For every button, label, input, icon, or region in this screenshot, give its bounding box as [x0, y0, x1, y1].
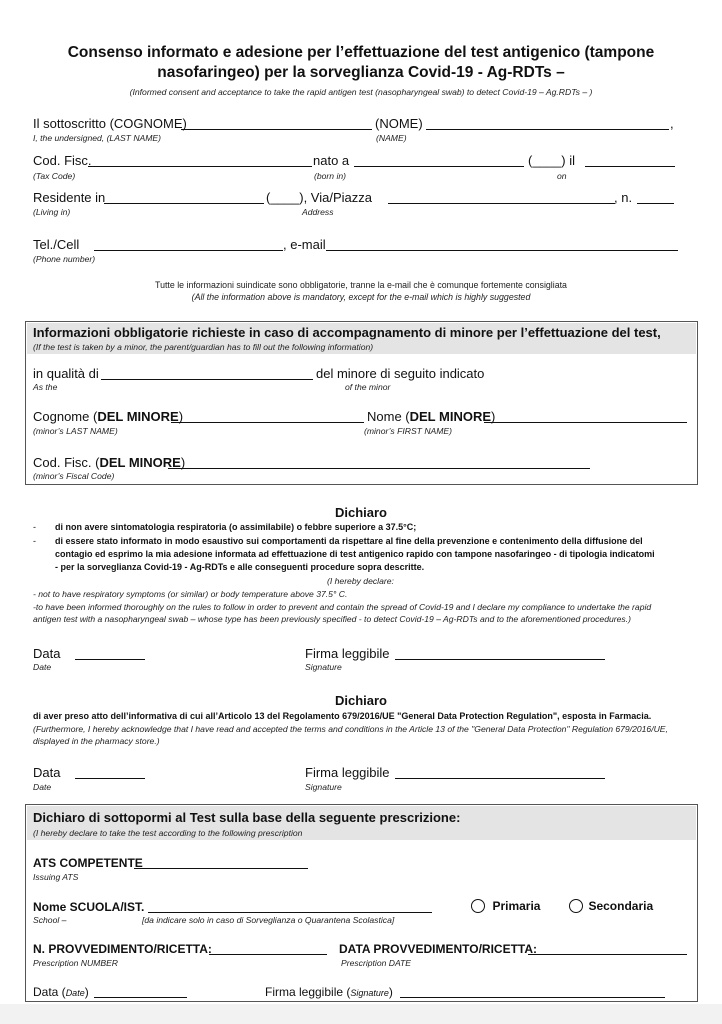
form-title-line1: Consenso informato e adesione per l’effettuazione del test antigenico (tampone [67, 44, 655, 61]
bullet-dash: - [33, 536, 36, 546]
signature2-label: Firma leggibile [305, 765, 390, 780]
taxcode-field[interactable] [88, 166, 312, 167]
declaration1-title: Dichiaro [334, 505, 387, 520]
surname-field[interactable] [181, 129, 372, 130]
date2-label-en: Date [33, 782, 52, 792]
phone-field[interactable] [94, 250, 283, 251]
residence-field[interactable] [104, 203, 264, 204]
email-field[interactable] [326, 250, 678, 251]
minor-section-title-en: (If the test is taken by a minor, the parent/guardian has to fill out the following information) [33, 342, 374, 352]
signature1-field[interactable] [395, 659, 605, 660]
street-number-field[interactable] [637, 203, 674, 204]
prescription-section-title: Dichiaro di sottopormi al Test sulla base della seguente prescrizione: [33, 810, 461, 825]
minor-section-title: Informazioni obbligatorie richieste in caso di accompagnamento di minore per l’effettuazione del test, [33, 325, 661, 340]
mandatory-note-en: (All the information above is mandatory, except for the e-mail which is highly suggested [191, 292, 531, 302]
declaration1-item2-line2: contagio ed esprimo la mia adesione informata ad effettuazione di test antigenico rapido con tampone nasofaringeo - di tipologia indicatomi [55, 549, 655, 559]
minor-name-field[interactable] [484, 422, 687, 423]
signature2-label-en: Signature [305, 782, 342, 792]
minor-surname-label-en: (minor’s LAST NAME) [33, 426, 118, 436]
date2-field[interactable] [75, 778, 145, 779]
minor-surname-label: Cognome (DEL MINORE) [33, 409, 184, 424]
email-label: , e-mail [283, 237, 326, 252]
secondary-radio[interactable] [569, 899, 583, 913]
prescription-number-label-en: Prescription NUMBER [33, 958, 119, 968]
declaration1-en-head: (I hereby declare: [327, 576, 394, 586]
birthplace-field[interactable] [354, 166, 524, 167]
declaration1-item1: di non avere sintomatologia respiratoria (o assimilabile) o febbre superiore a 37.5°C; [55, 522, 417, 532]
address-label-en: Address [302, 207, 334, 217]
declaration1-item2-line3: - per la sorveglianza Covid-19 - Ag-RDTs e alle conseguenti procedure sopra descritte. [55, 562, 425, 572]
mandatory-note: Tutte le informazioni suindicate sono obbligatorie, tranne la e-mail che è comunque fortemente consigliata [155, 280, 567, 290]
surname-label: Il sottoscritto (COGNOME) [33, 116, 187, 131]
primary-option[interactable] [471, 899, 540, 918]
name-label: (NOME) [375, 116, 423, 131]
final-date-field[interactable] [94, 997, 187, 998]
name-field[interactable] [426, 129, 669, 130]
declaration1-en-1: - not to have respiratory symptoms (or similar) or body temperature above 37.5° C. [33, 589, 348, 599]
ats-field[interactable] [134, 868, 308, 869]
prescription-date-label: DATA PROVVEDIMENTO/RICETTA: [339, 942, 537, 956]
declaration2-title: Dichiaro [334, 693, 387, 708]
guardian-role-field[interactable] [101, 379, 313, 380]
school-field[interactable] [148, 912, 432, 913]
declaration1-item2-line1: di essere stato informato in modo esaustivo sui comportamenti da rispettare al fine della prevenzione e contenimento della diffusione del [55, 536, 643, 546]
surname-label-en: I, the undersigned, (LAST NAME) [33, 133, 162, 143]
minor-taxcode-label: Cod. Fisc. (DEL MINORE) [33, 455, 186, 470]
minor-name-label-en: (minor’s FIRST NAME) [364, 426, 453, 436]
date1-label-en: Date [33, 662, 52, 672]
ats-label: ATS COMPETENTE [33, 856, 143, 870]
school-label-en: School – [33, 915, 67, 925]
minor-surname-field[interactable] [171, 422, 364, 423]
declaration1-en-3: antigen test with a nasopharyngeal swab – whose type has been previously specified - to detect Covid-19 – Ag-RDTs and to the aforementioned procedures.) [33, 614, 631, 624]
minor-taxcode-label-en: (minor’s Fiscal Code) [33, 471, 115, 481]
street-number-label: , n. [614, 190, 633, 205]
minor-taxcode-field[interactable] [168, 468, 590, 469]
comma: , [670, 116, 674, 131]
secondary-label: Secondaria [588, 899, 654, 913]
of-minor-label-en: of the minor [345, 382, 391, 392]
declaration2-en-1: (Furthermore, I hereby acknowledge that I have read and accepted the terms and conditions in the Article 13 of the "General Data Protection" Regulation 679/2016/UE, [33, 724, 668, 734]
date2-label: Data [33, 765, 61, 780]
signature1-label-en: Signature [305, 662, 342, 672]
form-subtitle: (Informed consent and acceptance to take the rapid antigen test (nasopharyngeal swab) to detect Covid-19 – Ag.RDTs – ) [129, 87, 593, 97]
birthdate-label-en: on [557, 171, 567, 181]
page-bottom-strip [0, 1004, 722, 1024]
phone-label-en: (Phone number) [33, 254, 96, 264]
signature1-label: Firma leggibile [305, 646, 390, 661]
name-label-en: (NAME) [376, 133, 407, 143]
declaration2-en-2: displayed in the pharmacy store.) [33, 736, 160, 746]
prescription-number-label: N. PROVVEDIMENTO/RICETTA: [33, 942, 212, 956]
form-title-line2: nasofaringeo) per la sorveglianza Covid-19 - Ag-RDTs – [157, 64, 565, 81]
date1-label: Data [33, 646, 61, 661]
prescription-number-field[interactable] [209, 954, 327, 955]
phone-label: Tel./Cell [33, 237, 80, 252]
final-signature-field[interactable] [400, 997, 665, 998]
final-signature-label: Firma leggibile (Signature) [265, 985, 393, 999]
guardian-role-label: in qualità di [33, 366, 99, 381]
bullet-dash: - [33, 522, 36, 532]
prescription-date-label-en: Prescription DATE [341, 958, 412, 968]
taxcode-label-en: (Tax Code) [33, 171, 76, 181]
final-date-label: Data (Date) [33, 985, 89, 999]
signature2-field[interactable] [395, 778, 605, 779]
address-label: (____), Via/Piazza [266, 190, 372, 205]
school-note: [da indicare solo in caso di Sorveglianza o Quarantena Scolastica] [142, 915, 395, 925]
minor-name-label: Nome (DEL MINORE) [367, 409, 496, 424]
address-field[interactable] [388, 203, 615, 204]
school-label: Nome SCUOLA/IST. [33, 900, 145, 914]
ats-label-en: Issuing ATS [33, 872, 79, 882]
primary-radio[interactable] [471, 899, 485, 913]
date1-field[interactable] [75, 659, 145, 660]
residence-label-en: (Living in) [33, 207, 71, 217]
residence-label: Residente in [33, 190, 106, 205]
birthplace-label-en: (born in) [314, 171, 346, 181]
guardian-role-label-en: As the [33, 382, 58, 392]
secondary-option[interactable] [569, 899, 653, 918]
birthplace-label: nato a [313, 153, 350, 168]
primary-label: Primaria [492, 899, 541, 913]
declaration1-en-2: -to have been informed thoroughly on the rules to follow in order to prevent and contain the spread of Covid-19 and I declare my compliance to undertake the rapid [33, 602, 652, 612]
birthdate-field[interactable] [585, 166, 675, 167]
declaration2-text: di aver preso atto dell’informativa di cui all’Articolo 13 del Regolamento 679/2016/UE "General Data Protection Regulation", esposta in Farmacia. [33, 711, 652, 721]
prescription-date-field[interactable] [528, 954, 687, 955]
of-minor-label: del minore di seguito indicato [316, 366, 485, 381]
birth-province-label: (____) il [528, 153, 575, 168]
taxcode-label: Cod. Fisc. [33, 153, 92, 168]
prescription-section-title-en: (I hereby declare to take the test according to the following prescription [33, 828, 303, 838]
